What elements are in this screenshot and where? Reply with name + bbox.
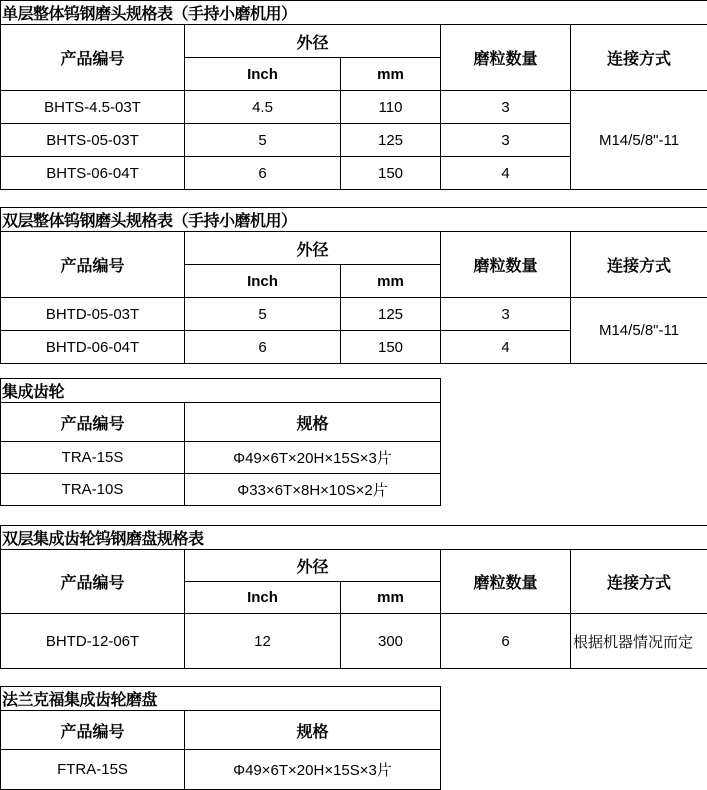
header-spec: 规格 <box>185 711 441 750</box>
table-title: 单层整体钨钢磨头规格表（手持小磨机用） <box>1 1 707 25</box>
table-row <box>1 442 441 474</box>
grit-value: 6 <box>441 614 571 669</box>
mm-value: 150 <box>341 157 441 190</box>
single-layer-grinding-head-table <box>0 0 707 190</box>
grit-value: 3 <box>441 124 571 157</box>
inch-value: 6 <box>185 331 341 364</box>
header-inch: Inch <box>185 58 341 91</box>
table-row <box>1 298 707 331</box>
spec-value: Φ49×6T×20H×15S×3片 <box>185 442 441 474</box>
header-product-code: 产品编号 <box>1 403 185 442</box>
product-code: TRA-10S <box>1 474 185 506</box>
inch-value: 4.5 <box>185 91 341 124</box>
table-row <box>1 614 707 669</box>
header-grit-count: 磨粒数量 <box>441 232 571 298</box>
product-code: BHTS-05-03T <box>1 124 185 157</box>
mm-value: 300 <box>341 614 441 669</box>
table-row <box>1 750 441 790</box>
product-code: BHTS-06-04T <box>1 157 185 190</box>
table-row <box>1 474 441 506</box>
double-layer-gear-disc-table <box>0 525 707 669</box>
connection-value: 根据机器情况而定 <box>571 614 707 669</box>
inch-value: 6 <box>185 157 341 190</box>
connection-value: M14/5/8"-11 <box>571 298 707 364</box>
mm-value: 125 <box>341 124 441 157</box>
header-inch: Inch <box>185 265 341 298</box>
inch-value: 5 <box>185 298 341 331</box>
spec-value: Φ33×6T×8H×10S×2片 <box>185 474 441 506</box>
product-code: TRA-15S <box>1 442 185 474</box>
header-mm: mm <box>341 582 441 614</box>
header-product-code: 产品编号 <box>1 711 185 750</box>
table-title: 双层集成齿轮钨钢磨盘规格表 <box>1 526 707 550</box>
inch-value: 5 <box>185 124 341 157</box>
header-grit-count: 磨粒数量 <box>441 25 571 91</box>
product-code: BHTD-05-03T <box>1 298 185 331</box>
grit-value: 4 <box>441 331 571 364</box>
header-outer-diameter: 外径 <box>185 550 441 582</box>
grit-value: 3 <box>441 298 571 331</box>
table-title: 双层整体钨钢磨头规格表（手持小磨机用） <box>1 208 707 232</box>
inch-value: 12 <box>185 614 341 669</box>
product-code: BHTS-4.5-03T <box>1 91 185 124</box>
double-layer-grinding-head-table <box>0 207 707 364</box>
header-mm: mm <box>341 58 441 91</box>
header-outer-diameter: 外径 <box>185 232 441 265</box>
spec-value: Φ49×6T×20H×15S×3片 <box>185 750 441 790</box>
table-title: 集成齿轮 <box>1 379 441 403</box>
product-code: FTRA-15S <box>1 750 185 790</box>
mm-value: 125 <box>341 298 441 331</box>
product-code: BHTD-12-06T <box>1 614 185 669</box>
connection-value: M14/5/8"-11 <box>571 91 707 190</box>
header-grit-count: 磨粒数量 <box>441 550 571 614</box>
header-connection: 连接方式 <box>571 550 707 614</box>
header-connection: 连接方式 <box>571 232 707 298</box>
grit-value: 3 <box>441 91 571 124</box>
mm-value: 110 <box>341 91 441 124</box>
table-row <box>1 91 707 124</box>
header-outer-diameter: 外径 <box>185 25 441 58</box>
product-code: BHTD-06-04T <box>1 331 185 364</box>
header-product-code: 产品编号 <box>1 25 185 91</box>
integrated-gear-table <box>0 378 441 506</box>
header-inch: Inch <box>185 582 341 614</box>
header-spec: 规格 <box>185 403 441 442</box>
header-mm: mm <box>341 265 441 298</box>
header-connection: 连接方式 <box>571 25 707 91</box>
table-title: 法兰克福集成齿轮磨盘 <box>1 687 441 711</box>
frankfurt-gear-disc-table <box>0 686 441 790</box>
grit-value: 4 <box>441 157 571 190</box>
mm-value: 150 <box>341 331 441 364</box>
header-product-code: 产品编号 <box>1 550 185 614</box>
header-product-code: 产品编号 <box>1 232 185 298</box>
